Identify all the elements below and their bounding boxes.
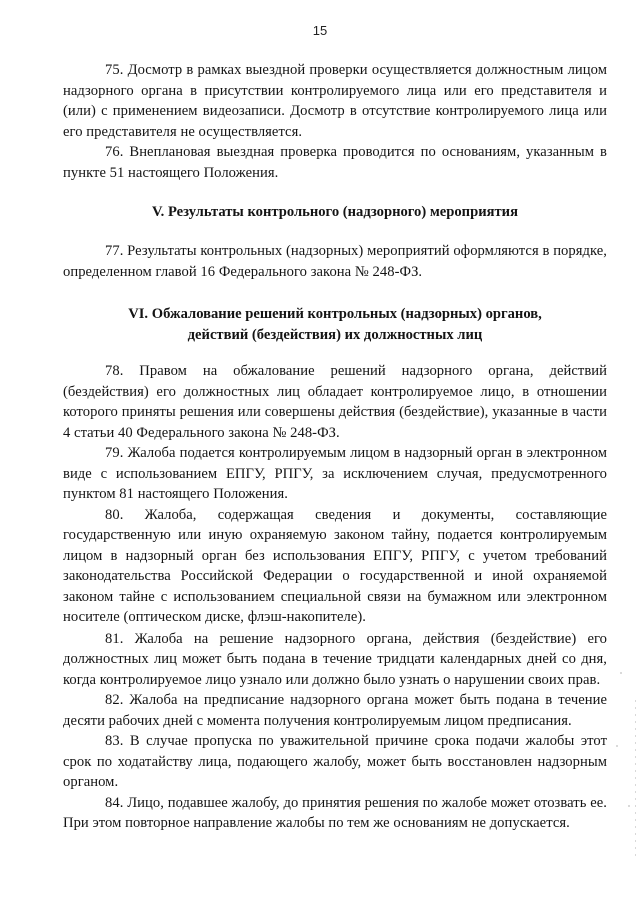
document-body	[63, 60, 607, 834]
scan-dot-artifact	[620, 672, 622, 674]
scan-edge-artifact	[635, 700, 636, 860]
paragraph-77: 77. Результаты контрольных (надзорных) мероприятий оформляются в порядке, определенном главой 16 Федерального закона № 248-ФЗ.	[63, 243, 607, 280]
scan-dot-artifact	[616, 745, 618, 747]
paragraph-75: 75. Досмотр в рамках выездной проверки осуществляется должностным лицом надзорного органа в присутствии контролируемого лица или его представителя и (или) с применением видеозаписи. Досмотр в отсутствие контролируемого лица или его представителя не осуществляется.	[63, 62, 607, 140]
section-heading-6	[63, 304, 607, 346]
paragraph-83: 83. В случае пропуска по уважительной причине срока подачи жалобы этот срок по ходатайству лица, подающего жалобу, может быть восстановлен надзорным органом.	[63, 733, 607, 790]
paragraph-78: 78. Правом на обжалование решений надзорного органа, действий (бездействия) его должностных лиц обладает контролируемое лицо, в отношении которого приняты решения или совершены действия (бездействие), указанные в части 4 статьи 40 Федерального закона № 248-ФЗ.	[63, 363, 607, 441]
paragraph-84: 84. Лицо, подавшее жалобу, до принятия решения по жалобе может отозвать ее. При этом повторное направление жалобы по тем же основаниям не допускается.	[63, 794, 607, 831]
paragraph-81: 81. Жалоба на решение надзорного органа, действия (бездействие) его должностных лиц может быть подана в течение тридцати календарных дней со дня, когда контролируемое лицо узнало или должно было узнать о нарушении своих прав.	[63, 630, 607, 688]
paragraph-79: 79. Жалоба подается контролируемым лицом в надзорный орган в электронном виде с использованием ЕПГУ, РПГУ, за исключением случая, предусмотренного пунктом 81 настоящего Положения.	[63, 445, 607, 502]
section-heading-5: V. Результаты контрольного (надзорного) мероприятия	[151, 204, 518, 220]
section-heading-6-line-2: действий (бездействия) их должностных лиц	[187, 327, 483, 343]
paragraph-76: 76. Внеплановая выездная проверка проводится по основаниям, указанным в пункте 51 настоящего Положения.	[63, 144, 607, 181]
paragraph-82: 82. Жалоба на предписание надзорного органа может быть подана в течение десяти рабочих дней с момента получения контролируемым лицом предписания.	[63, 692, 607, 729]
section-heading-6-line-1: VI. Обжалование решений контрольных (надзорных) органов,	[128, 306, 542, 322]
page-number: 15	[312, 23, 328, 38]
paragraph-80: 80. Жалоба, содержащая сведения и документы, составляющие государственную или иную охраняемую законом тайну, подается контролируемым лицом в надзорный орган без использования ЕПГУ, РПГУ, с учетом требований законодательства Российской Федерации о государственной и иной охраняемой законом тайне с использованием специальной связи на бумажном или электронном носителе (оптическом диске, флэш-накопителе).	[63, 506, 607, 625]
scan-dot-artifact	[628, 805, 630, 807]
